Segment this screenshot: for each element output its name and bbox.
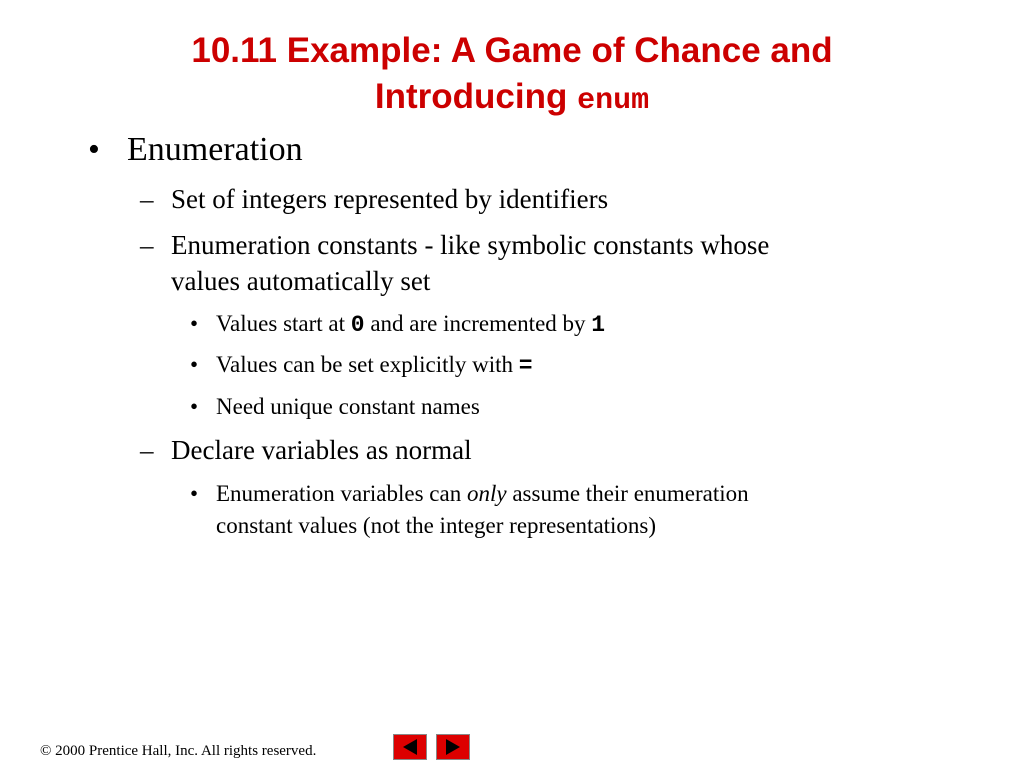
point-enum-vars-line-1 [216, 481, 749, 507]
sub-bullet-constants-line-2: values automatically set [171, 266, 431, 296]
previous-slide-button[interactable] [393, 734, 427, 760]
copyright-symbol: © [40, 743, 52, 759]
point-unique-names: Need unique constant names [216, 394, 480, 419]
code-equals: = [518, 353, 533, 379]
right-arrow-icon [437, 735, 469, 759]
next-slide-button[interactable] [436, 734, 470, 760]
title-code-enum: enum [577, 84, 650, 118]
sub-bullet-declare: Declare variables as normal [171, 435, 472, 465]
point-values-start [216, 311, 605, 338]
small-bullet-marker: • [190, 352, 199, 377]
enum-vars-text: Enumeration variables can [216, 481, 467, 506]
bullet-enumeration: Enumeration [127, 131, 303, 168]
slide-title [40, 28, 984, 124]
point-values-explicit [216, 352, 533, 379]
sub-bullet-constants-line-1: Enumeration constants - like symbolic constants whose [171, 230, 770, 260]
enum-vars-rest-text: assume their enumeration [506, 481, 749, 506]
code-one: 1 [591, 312, 606, 338]
point-enum-vars-line-2: constant values (not the integer representations) [216, 513, 657, 538]
sub-bullet-set-of-integers: Set of integers represented by identifiers [171, 184, 609, 214]
dash-marker: – [140, 184, 154, 214]
values-explicit-text: Values can be set explicitly with [216, 352, 519, 377]
copyright-footer [40, 743, 316, 760]
title-line-2 [40, 74, 984, 124]
bullet-marker: • [88, 131, 100, 168]
small-bullet-marker: • [190, 481, 199, 506]
small-bullet-marker: • [190, 311, 199, 336]
dash-marker: – [140, 230, 154, 260]
title-line-1: 10.11 Example: A Game of Chance and [191, 31, 833, 70]
values-start-text: Values start at [216, 311, 351, 336]
dash-marker: – [140, 435, 154, 465]
left-arrow-icon [394, 735, 426, 759]
title-line-2-text: Introducing [374, 77, 578, 116]
code-zero: 0 [350, 312, 365, 338]
values-increment-text: and are incremented by [364, 311, 592, 336]
copyright-text: 2000 Prentice Hall, Inc. All rights reserved. [51, 743, 317, 759]
small-bullet-marker: • [190, 394, 199, 419]
emphasis-only: only [466, 481, 507, 506]
